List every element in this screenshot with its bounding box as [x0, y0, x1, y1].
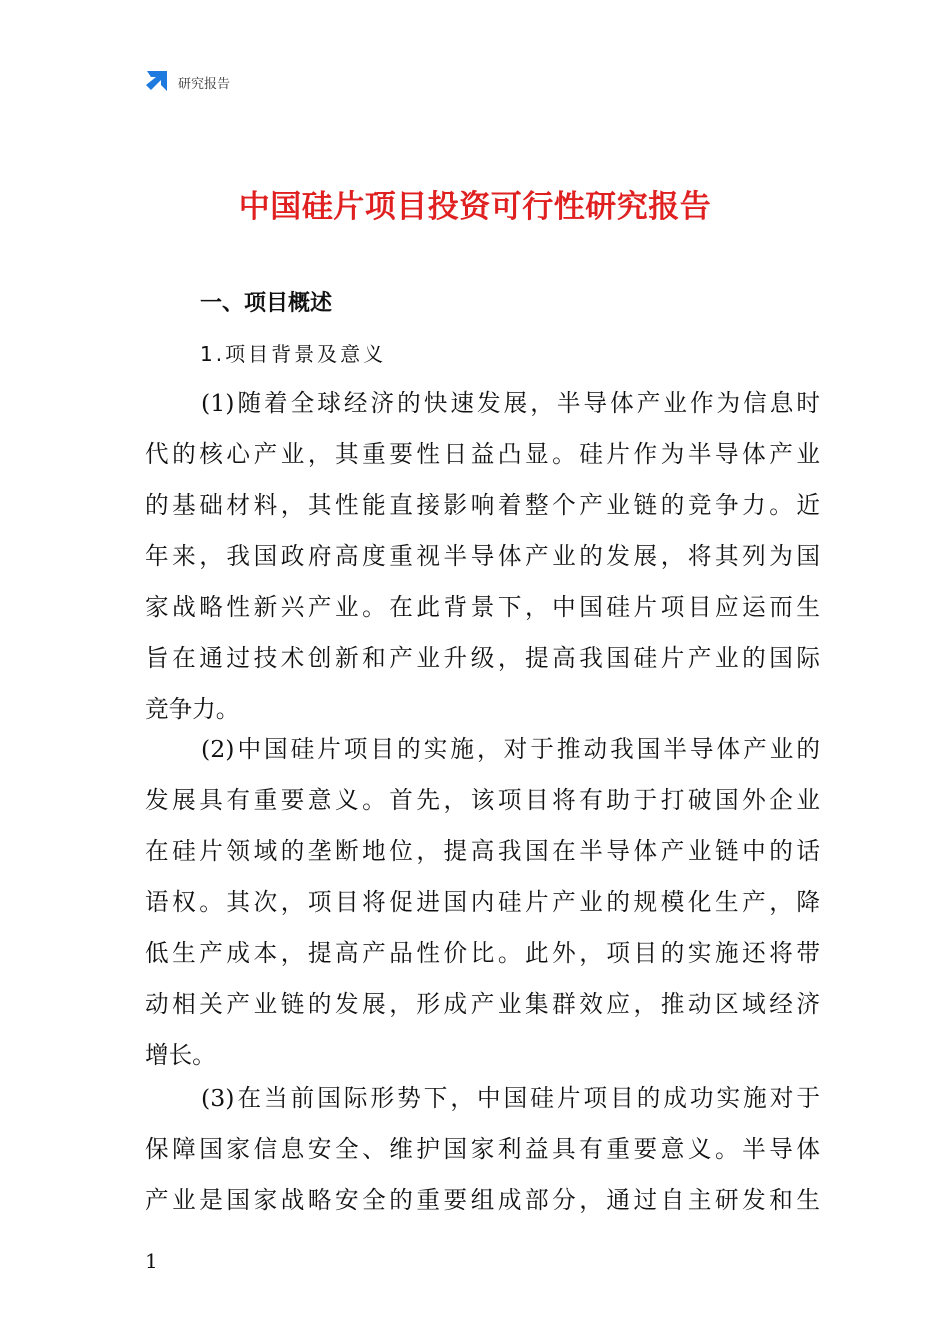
paragraph-line: 保障国家信息安全、维护国家利益具有重要意义。半导体	[145, 1135, 820, 1163]
arrow-up-right-icon	[143, 69, 169, 95]
paragraph-line: 语权。其次，项目将促进国内硅片产业的规模化生产，降	[145, 888, 820, 916]
paragraph-line: 低生产成本，提高产品性价比。此外，项目的实施还将带	[145, 939, 820, 967]
page-header	[143, 68, 230, 96]
paragraph-2	[145, 724, 820, 1081]
paragraph-line: 旨在通过技术创新和产业升级，提高我国硅片产业的国际	[145, 644, 820, 672]
paragraph-line: 的基础材料，其性能直接影响着整个产业链的竞争力。近	[145, 491, 820, 519]
paragraph-line: (2)中国硅片项目的实施，对于推动我国半导体产业的	[201, 735, 820, 763]
section-heading: 一、项目概述	[200, 291, 333, 316]
paragraph-line: 年来，我国政府高度重视半导体产业的发展，将其列为国	[145, 542, 820, 570]
paragraph-line: 发展具有重要意义。首先，该项目将有助于打破国外企业	[145, 786, 820, 814]
paragraph-1	[145, 378, 820, 735]
paragraph-3	[145, 1073, 820, 1226]
paragraph-line: 家战略性新兴产业。在此背景下，中国硅片项目应运而生	[145, 593, 820, 621]
document-title: 中国硅片项目投资可行性研究报告	[238, 189, 712, 225]
paragraph-line: 在硅片领域的垄断地位，提高我国在半导体产业链中的话	[145, 837, 820, 865]
paragraph-line: 竞争力。	[145, 695, 240, 723]
paragraph-line: 产业是国家战略安全的重要组成部分，通过自主研发和生	[145, 1186, 820, 1214]
header-label: 研究报告	[178, 76, 231, 92]
paragraph-line: (1)随着全球经济的快速发展，半导体产业作为信息时	[201, 389, 820, 417]
paragraph-line: 代的核心产业，其重要性日益凸显。硅片作为半导体产业	[145, 440, 820, 468]
page-number: 1	[145, 1249, 158, 1273]
paragraph-line: 动相关产业链的发展，形成产业集群效应，推动区域经济	[145, 990, 820, 1018]
paragraph-line: (3)在当前国际形势下，中国硅片项目的成功实施对于	[201, 1084, 820, 1112]
paragraph-line: 增长。	[145, 1041, 216, 1069]
subsection-heading: 1.项目背景及意义	[200, 342, 387, 366]
